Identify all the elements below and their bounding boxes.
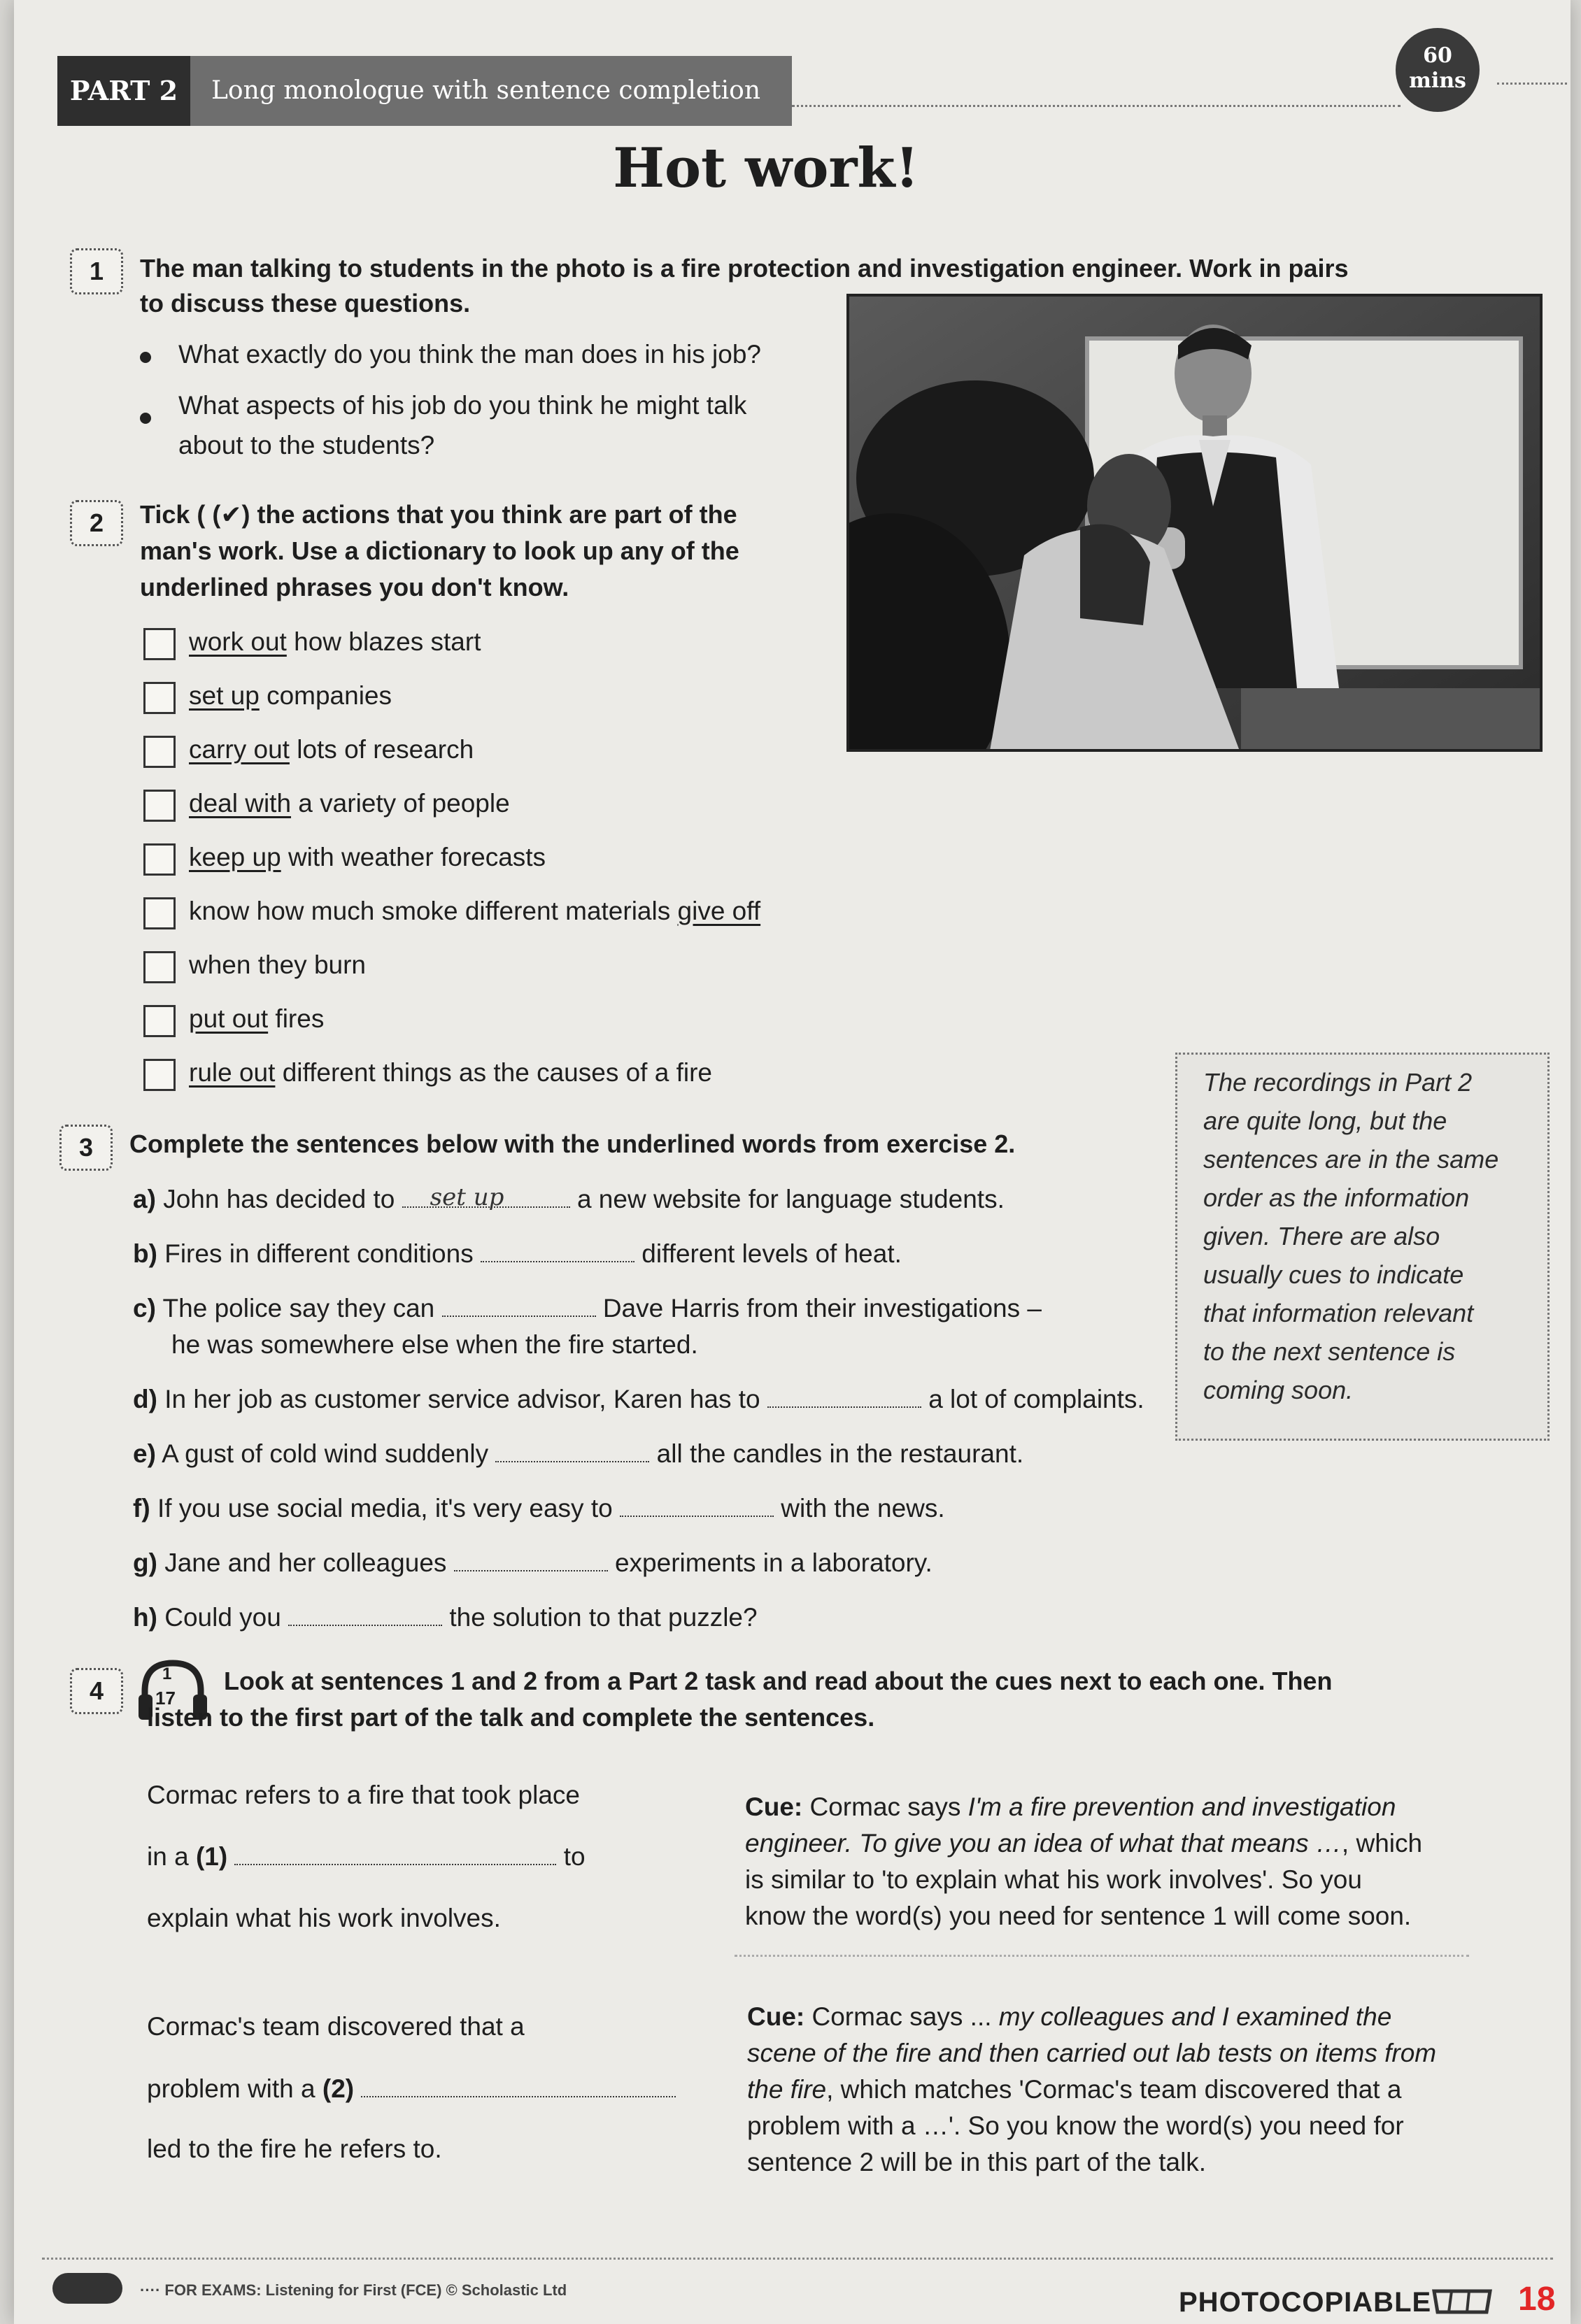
cue-line: is similar to 'to explain what his work involves'. So you <box>745 1865 1362 1894</box>
sentence-e <box>133 1437 1023 1471</box>
photocopier-icon <box>1431 2284 1494 2323</box>
tip-line: are quite long, but the <box>1203 1106 1447 1135</box>
footer-page-tab <box>52 2273 122 2304</box>
cue-quote: engineer. To give you an idea of what that means … <box>745 1829 1342 1858</box>
ex3-instruction: Complete the sentences below with the underlined words from exercise 2. <box>129 1129 1016 1158</box>
task-sentence-2-line2 <box>147 2072 676 2106</box>
sentence-text: John has decided to <box>163 1185 395 1213</box>
cue-line <box>745 1789 1550 1825</box>
ex2-instruction-line3: underlined phrases you don't know. <box>140 573 569 601</box>
action-text: with weather forecasts <box>281 843 546 871</box>
sentence-label: h) <box>133 1603 157 1632</box>
worksheet-page <box>14 0 1571 2324</box>
bullet-icon <box>140 413 151 424</box>
ex1-instruction-line1: The man talking to students in the photo is a fire protection and investigation engineer. Work in pairs <box>140 254 1349 283</box>
cue-quote: my colleagues and I examined the <box>998 2002 1392 2031</box>
sentence-b <box>133 1236 902 1271</box>
tip-line: The recordings in Part 2 <box>1203 1068 1473 1097</box>
answer-gap-b[interactable] <box>481 1240 634 1262</box>
tick-checkbox-8[interactable] <box>143 1005 176 1037</box>
action-item-2 <box>189 678 392 713</box>
action-text: companies <box>259 681 392 710</box>
sentence-c <box>133 1291 1042 1326</box>
sentence-label: c) <box>133 1294 156 1323</box>
tip-line: that information relevant <box>1203 1299 1474 1327</box>
answer-gap-2[interactable] <box>361 2075 676 2097</box>
cue-quote: I'm a fire prevention and investigation <box>967 1792 1396 1821</box>
audio-cd-number: 1 <box>162 1664 172 1683</box>
tick-checkbox-6[interactable] <box>143 897 176 929</box>
photo-illustration <box>849 297 1543 752</box>
exercise-number-3: 3 <box>59 1125 113 1171</box>
tip-text <box>1203 1063 1539 1409</box>
action-text: when they burn <box>189 950 367 979</box>
sentence-h <box>133 1600 758 1635</box>
cue-line: know the word(s) you need for sentence 1 will come soon. <box>745 1902 1412 1930</box>
task-sentence-2-line1: Cormac's team discovered that a <box>147 2012 525 2041</box>
action-item-4 <box>189 786 510 821</box>
footer-divider <box>42 2258 1553 2260</box>
time-number: 60 <box>1423 43 1452 68</box>
page-number: 18 <box>1518 2281 1556 2318</box>
tick-checkbox-5[interactable] <box>143 843 176 876</box>
ex1-question-2-line2: about to the students? <box>178 431 435 459</box>
task-sentence-1-line3: explain what his work involves. <box>147 1904 501 1932</box>
tip-line: usually cues to indicate <box>1203 1260 1464 1289</box>
underlined-phrase: keep up <box>189 843 281 871</box>
sentence-text: with the news. <box>781 1494 945 1523</box>
ex1-question-1: What exactly do you think the man does in his job? <box>178 340 761 369</box>
action-text: different things as the causes of a fire <box>275 1058 712 1087</box>
answer-gap-h[interactable] <box>288 1604 442 1626</box>
cue-line <box>747 2072 1552 2108</box>
sentence-label: b) <box>133 1239 157 1268</box>
part-title: Long monologue with sentence completion <box>190 56 792 126</box>
cue-line: sentence 2 will be in this part of the talk. <box>747 2148 1207 2176</box>
answer-gap-d[interactable] <box>767 1385 921 1408</box>
sentence-text: Dave Harris from their investigations – <box>602 1294 1042 1323</box>
underlined-phrase: deal with <box>189 789 292 818</box>
sentence-text: A gust of cold wind suddenly <box>162 1439 489 1468</box>
time-badge <box>1396 28 1480 112</box>
sentence-label: e) <box>133 1439 156 1468</box>
photocopiable-label: PHOTOCOPIABLE <box>1179 2287 1432 2318</box>
tip-line: sentences are in the same <box>1203 1145 1499 1174</box>
classroom-photo <box>846 294 1543 752</box>
task-sentence-1-line1: Cormac refers to a fire that took place <box>147 1781 580 1809</box>
action-item-6 <box>189 894 760 929</box>
action-text: lots of research <box>289 735 474 764</box>
ex1-question-2-line1: What aspects of his job do you think he might talk <box>178 391 747 420</box>
audio-track-number: 17 <box>155 1688 176 1709</box>
bullet-icon <box>140 352 151 363</box>
tick-checkbox-7[interactable] <box>143 951 176 983</box>
action-item-5 <box>189 840 546 875</box>
task-sentence-1-line2 <box>147 1839 586 1874</box>
sentence-label: d) <box>133 1385 157 1413</box>
tick-checkbox-2[interactable] <box>143 682 176 714</box>
tip-line: to the next sentence is <box>1203 1337 1456 1366</box>
sentence-text: in a <box>147 1842 196 1871</box>
cue-quote: the fire <box>747 2075 827 2104</box>
action-item-3 <box>189 732 474 767</box>
ex2-instruction-line2: man's work. Use a dictionary to look up any of the <box>140 536 739 565</box>
action-text: a variety of people <box>291 789 510 818</box>
cue-1 <box>745 1789 1550 1934</box>
sentence-text: In her job as customer service advisor, Karen has to <box>164 1385 760 1413</box>
action-text: know how much smoke different materials <box>189 897 678 925</box>
exercise-number-1: 1 <box>70 248 123 294</box>
sentence-c-line2: he was somewhere else when the fire started. <box>171 1330 698 1359</box>
handwritten-answer: set up <box>430 1183 504 1211</box>
answer-gap-a[interactable] <box>402 1183 570 1211</box>
cue-text: , which matches 'Cormac's team discovered that a <box>826 2075 1402 2104</box>
cue-line <box>745 1825 1550 1862</box>
exercise-number-4: 4 <box>70 1668 123 1714</box>
underlined-phrase: work out <box>189 627 287 656</box>
sentence-text: If you use social media, it's very easy to <box>157 1494 613 1523</box>
cue-2 <box>747 1999 1552 2181</box>
exercise-number-2: 2 <box>70 500 123 546</box>
sentence-text: different levels of heat. <box>641 1239 902 1268</box>
answer-gap-g[interactable] <box>454 1549 608 1571</box>
underlined-phrase: put out <box>189 1004 269 1033</box>
sentence-text: to <box>563 1842 586 1871</box>
header-divider-right <box>1497 83 1567 85</box>
cue-line <box>747 1999 1552 2035</box>
tick-checkbox-3[interactable] <box>143 736 176 768</box>
ex4-instruction-line1: Look at sentences 1 and 2 from a Part 2 task and read about the cues next to each one. Then <box>224 1667 1333 1695</box>
sentence-text: all the candles in the restaurant. <box>656 1439 1024 1468</box>
sentence-label: f) <box>133 1494 150 1523</box>
sentence-text: Fires in different conditions <box>164 1239 474 1268</box>
tick-checkbox-9[interactable] <box>143 1059 176 1091</box>
underlined-phrase: carry out <box>189 735 290 764</box>
gap-number: (2) <box>322 2074 355 2103</box>
cue-quote: scene of the fire and then carried out lab tests on items from <box>747 2039 1437 2067</box>
cue-text: Cormac says ... <box>804 2002 999 2031</box>
cue-divider <box>735 1955 1469 1957</box>
action-text: how blazes start <box>286 627 481 656</box>
action-text: fires <box>268 1004 325 1033</box>
tip-line: order as the information <box>1203 1183 1470 1212</box>
sentence-a <box>133 1182 1005 1217</box>
underlined-phrase: set up <box>189 681 260 710</box>
cue-label: Cue: <box>745 1792 803 1821</box>
ex1-instruction-line2: to discuss these questions. <box>140 289 471 318</box>
ex4-instruction-line2: listen to the first part of the talk and complete the sentences. <box>147 1703 875 1732</box>
sentence-text: the solution to that puzzle? <box>449 1603 758 1632</box>
sentence-text: Jane and her colleagues <box>164 1548 447 1577</box>
tip-line: given. There are also <box>1203 1222 1440 1250</box>
sentence-text: a lot of complaints. <box>928 1385 1144 1413</box>
page-title: Hot work! <box>613 136 919 200</box>
footer-copyright: ···· FOR EXAMS: Listening for First (FCE) © Scholastic Ltd <box>140 2281 567 2299</box>
answer-gap-1[interactable] <box>234 1843 556 1865</box>
answer-gap-e[interactable] <box>495 1440 649 1462</box>
underlined-phrase: rule out <box>189 1058 276 1087</box>
header-divider <box>792 105 1401 107</box>
sentence-f <box>133 1491 945 1526</box>
cue-line: problem with a …'. So you know the word(s) you need for <box>747 2111 1404 2140</box>
sentence-text: problem with a <box>147 2074 322 2103</box>
sentence-text: The police say they can <box>162 1294 435 1323</box>
sentence-d <box>133 1382 1144 1417</box>
sentence-label: a) <box>133 1185 156 1213</box>
sentence-g <box>133 1546 933 1581</box>
sentence-text: Could you <box>164 1603 281 1632</box>
action-item-1 <box>189 625 481 660</box>
answer-gap-c[interactable] <box>442 1295 596 1317</box>
gap-number: (1) <box>195 1842 228 1871</box>
photocopier-icon-svg <box>1431 2284 1494 2319</box>
action-item-9 <box>189 1055 712 1090</box>
sentence-label: g) <box>133 1548 157 1577</box>
cue-text: Cormac says <box>802 1792 968 1821</box>
cue-label: Cue: <box>747 2002 805 2031</box>
sentence-text: a new website for language students. <box>576 1185 1005 1213</box>
cue-line <box>747 2035 1552 2072</box>
sentence-text: experiments in a laboratory. <box>614 1548 933 1577</box>
part-label: PART 2 <box>57 56 190 126</box>
tip-line: coming soon. <box>1203 1376 1354 1404</box>
ex2-instruction-line1: Tick ( (✔) the actions that you think are part of the <box>140 500 737 529</box>
cue-text: , which <box>1341 1829 1423 1858</box>
action-item-8 <box>189 1001 324 1036</box>
answer-gap-f[interactable] <box>620 1495 774 1517</box>
tick-checkbox-4[interactable] <box>143 790 176 822</box>
time-unit: mins <box>1409 69 1466 93</box>
action-item-7 <box>189 948 366 983</box>
task-sentence-2-line3: led to the fire he refers to. <box>147 2134 442 2163</box>
tick-checkbox-1[interactable] <box>143 628 176 660</box>
underlined-phrase: give off <box>677 897 761 925</box>
